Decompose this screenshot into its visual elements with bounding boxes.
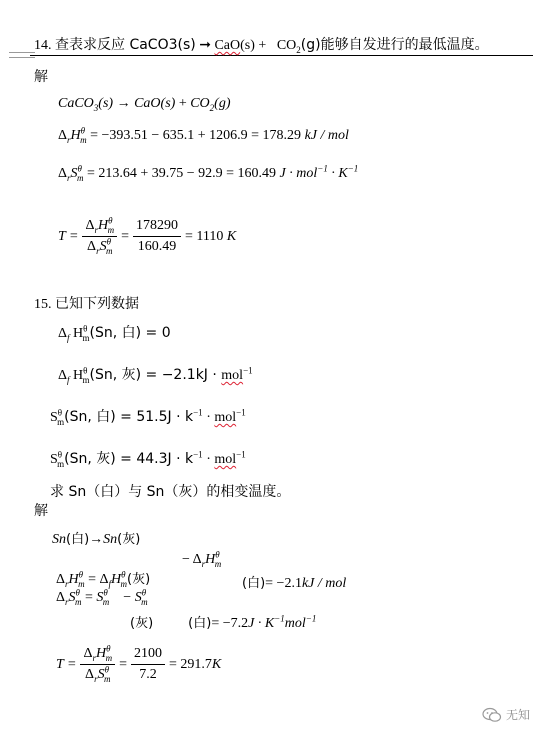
wechat-icon	[482, 707, 502, 723]
data-line-2: $\Delta_f$ $H^\theta_m(Sn$, 灰) = −2.1kJ · mol$^{-1}$	[58, 365, 253, 385]
question-15: 15. 已知下列数据	[34, 296, 139, 312]
entropy-equation: $\Delta_rS^\theta_m = 213.64 + 39.75 - 92.9 = 160.49$ $J \cdot mol^{-1} \cdot K^{-1}$	[58, 163, 359, 183]
enthalpy-equation: $\Delta_rH^\theta_m = -393.51 - 635.1 + 1206.9 = 178.29$ kJ / mol	[58, 125, 349, 145]
delta-h-line: $\Delta_rH^\theta_m = \Delta_fH^\theta_m$(灰)	[56, 569, 151, 589]
margin-mark	[9, 57, 35, 58]
reaction-arrow: ➞	[199, 38, 211, 53]
neg-delta-h: − $\Delta_rH^\theta_m$	[182, 549, 222, 569]
temperature-equation-1: T = $\frac{\Delta_rH^\theta_m}{\Delta_rS^\theta_m}$ = $\frac{178290}{160.49}$ = 1110 K	[58, 215, 237, 256]
data-line-4: $S^\theta_m(Sn$, 灰) = $44.3J \cdot k^{-1} \cdot mol^{-1}$	[50, 449, 246, 469]
margin-mark	[9, 52, 35, 53]
temperature-equation-2: T = $\frac{\Delta_rH^\theta_m}{\Delta_rS^\theta_m}$ = $\frac{2100}{7.2}$ = 291.7 K	[56, 643, 222, 684]
question-15-ask: 求 Sn（白）与 Sn（灰）的相变温度。	[50, 484, 291, 500]
delta-s-value: (灰) (白)= $-7.2J \cdot K^{-1}mol^{-1}$	[130, 613, 317, 631]
header-rule	[30, 55, 533, 56]
reaction-equation: CaCO$_3$(s) → $CaO(s) + CO_2(g)$	[58, 96, 231, 113]
delta-h-value: (白)= −2.1kJ / mol	[242, 576, 347, 591]
data-line-3: $S^\theta_m(Sn$, 白) = $51.5J \cdot k^{-1} \cdot mol^{-1}$	[50, 407, 246, 427]
delta-s-line: $\Delta_rS^\theta_m = S^\theta_m$ − $S^\theta_m$	[56, 587, 148, 607]
phase-reaction: Sn(白)→Sn(灰)	[52, 532, 141, 547]
solution-label: 解	[34, 69, 48, 85]
data-line-1: $\Delta_f$ $H^\theta_m(Sn$, 白) = 0	[58, 323, 171, 343]
solution-label-2: 解	[34, 503, 48, 519]
watermark: 无知	[482, 706, 530, 723]
question-14: 14. 查表求反应 CaCO3(s) ➞ CaO(s) + $CO_2(g)$能够自发进行的最低温度。	[34, 37, 489, 55]
